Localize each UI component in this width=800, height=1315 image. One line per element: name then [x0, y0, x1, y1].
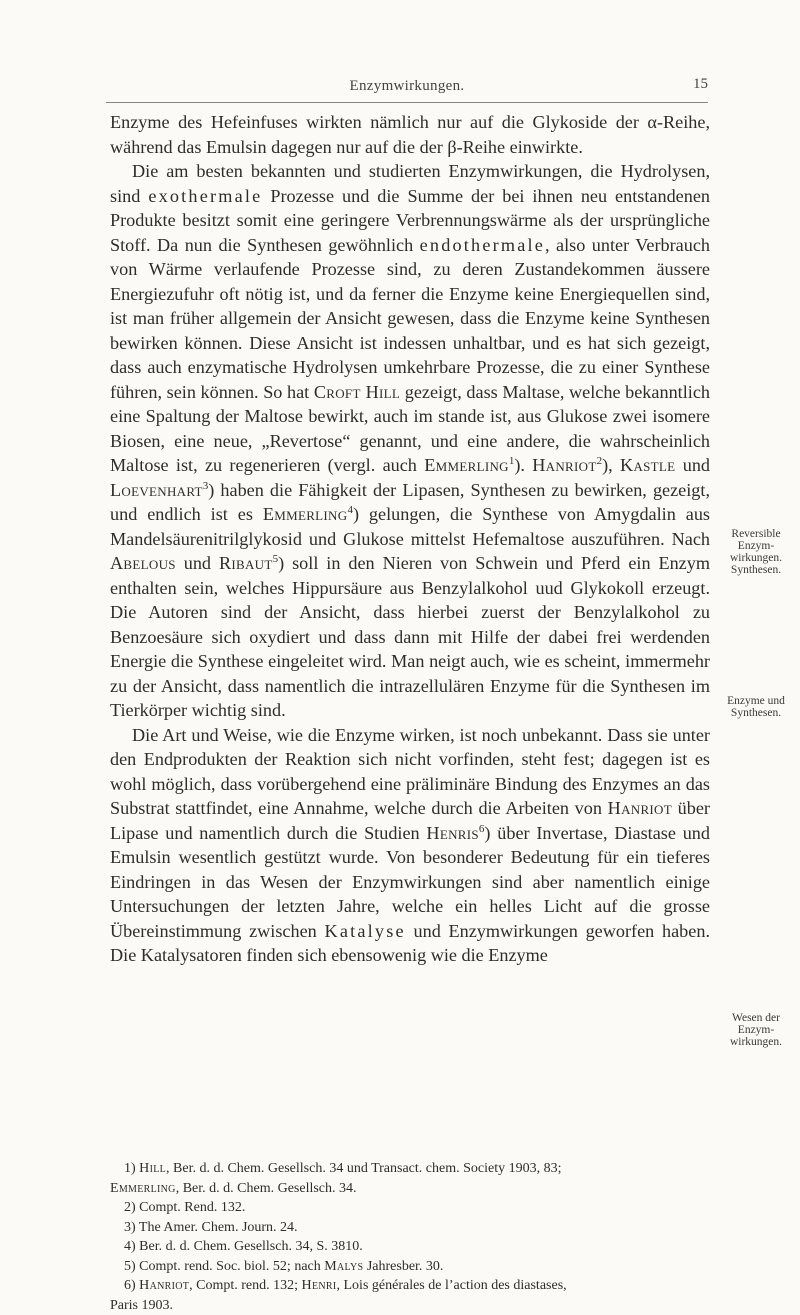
text-run: , also unter Verbrauch von Wärme verlaufende Prozesse sind, zu deren Zustandekommen äussere Energiezufuhr oft nötig ist, und da ferner die Enzyme keine Energiequellen sind, ist man früher allgemein der Ansicht gewesen, dass die Enzyme keine Synthesen bewirken können. Diese Ansicht ist indessen unhaltbar, und es hat sich gezeigt, dass auch enzymatische Hydrolysen umkehrbare Prozesse, die zu einer Synthese führen, sein können. So hat	[110, 235, 710, 402]
text-run: Paris 1903.	[110, 1298, 173, 1313]
margin-note-wesen: Wesen der Enzym-wirkungen.	[718, 1012, 794, 1048]
footnote-ref: 6	[479, 822, 485, 834]
author-name: Henri	[302, 1278, 337, 1293]
text-run: Enzyme des Hefeinfuses wirkten nämlich nur auf die Glykoside der α-Reihe, während das Emulsin dagegen nur auf die der β-Reihe einwirkte.	[110, 112, 710, 157]
author-name: Emmerling	[424, 455, 509, 475]
footnote	[110, 1296, 710, 1315]
footnote	[110, 1198, 710, 1218]
running-header	[106, 76, 708, 103]
footnote-ref: 1	[509, 455, 515, 467]
text-run: 3) The Amer. Chem. Journ. 24.	[124, 1220, 298, 1235]
text-run: ).	[514, 455, 532, 475]
text-run: ) haben die Fähigkeit der Lipasen, Synthesen zu bewirken, gezeigt, und endlich ist es	[110, 480, 710, 525]
text-run: 1)	[124, 1161, 139, 1176]
paragraph	[110, 159, 710, 723]
author-name: Abelous	[110, 553, 176, 573]
text-run: und	[176, 553, 219, 573]
footnote	[110, 1237, 710, 1257]
text-run: ) über Invertase, Diastase und Emulsin wesentlich gestützt wurde. Von besonderer Bedeutung für ein tieferes Eindringen in das Wesen der Enzymwirkungen sind aber namentlich einige Untersuchungen der letzten Jahre, welche ein helles Licht auf die grosse Übereinstimmung zwischen	[110, 823, 710, 941]
text-run: ),	[602, 455, 620, 475]
text-run: Die Art und Weise, wie die Enzyme wirken, ist noch unbekannt. Dass sie unter den Endprodukten der Reaktion sich nicht vorfinden, steht fest; dagegen ist es wohl möglich, dass vorübergehend eine präliminäre Bindung des Enzymes an das Substrat stattfindet, eine Annahme, welche durch die Arbeiten von	[110, 725, 710, 819]
author-name: Ribaut	[219, 553, 273, 573]
margin-note-synthesen: Enzyme und Synthesen.	[718, 695, 794, 719]
author-name: Hanriot	[532, 455, 596, 475]
text-run: , Ber. d. d. Chem. Gesellsch. 34 und Transact. chem. Society 1903, 83;	[166, 1161, 561, 1176]
text-run: 4) Ber. d. d. Chem. Gesellsch. 34, S. 3810.	[124, 1239, 363, 1254]
running-title: Enzymwirkungen.	[106, 78, 708, 95]
page-number: 15	[693, 76, 708, 93]
author-name: Croft Hill	[314, 382, 400, 402]
text-run: Jahresber. 30.	[363, 1259, 443, 1274]
footnotes	[110, 1159, 710, 1315]
footnote	[110, 1257, 710, 1277]
footnote-ref: 4	[347, 504, 353, 516]
text-run: 6)	[124, 1278, 139, 1293]
footnote	[110, 1218, 710, 1238]
footnote-ref: 2	[597, 455, 603, 467]
text-run: , Lois générales de l’action des diastases,	[337, 1278, 567, 1293]
spaced-term: endothermale	[420, 235, 545, 255]
footnote-ref: 5	[273, 553, 279, 565]
text-run: , Compt. rend. 132;	[189, 1278, 301, 1293]
footnote	[110, 1159, 710, 1179]
paragraph	[110, 110, 710, 159]
text-run: über Lipase und namentlich durch die Studien	[110, 798, 710, 843]
text-run: 5) Compt. rend. Soc. biol. 52; nach	[124, 1259, 324, 1274]
author-name: Loevenhart	[110, 480, 203, 500]
margin-note-reversible: Reversible Enzym-wirkungen. Synthesen.	[718, 528, 794, 576]
text-run: Prozesse und die Summe der bei ihnen neu entstandenen Produkte besitzt somit eine geringere Verbrennungswärme als der ursprüngliche Stoff. Da nun die Synthesen gewöhnlich	[110, 186, 710, 255]
body-text	[110, 110, 710, 968]
text-run: , Ber. d. d. Chem. Gesellsch. 34.	[176, 1181, 357, 1196]
text-run: ) gelungen, die Synthese von Amygdalin aus Mandelsäurenitrilglykosid und Glukose mittelst Hefemaltose auszuführen. Nach	[110, 504, 710, 549]
author-name: Emmerling	[263, 504, 348, 524]
author-name: Henris	[426, 823, 479, 843]
text-run: Die am besten bekannten und studierten Enzymwirkungen, die Hydrolysen, sind	[110, 161, 710, 206]
author-name: Malys	[324, 1259, 363, 1274]
author-name: Hill	[139, 1161, 166, 1176]
text-run: gezeigt, dass Maltase, welche bekanntlich eine Spaltung der Maltose bewirkt, auch im stande ist, aus Glukose zwei isomere Biosen, eine neue, „Revertose“ genannt, und eine andere, die wahrscheinlich Maltose ist, zu regenerieren (vergl. auch	[110, 382, 710, 476]
footnote	[110, 1179, 710, 1199]
paragraph	[110, 723, 710, 968]
footnote	[110, 1276, 710, 1296]
author-name: Kastle	[620, 455, 675, 475]
footnote-ref: 3	[203, 479, 209, 491]
author-name: Hanriot	[608, 798, 672, 818]
spaced-term: exothermale	[148, 186, 262, 206]
text-run: und Enzymwirkungen geworfen haben. Die Katalysatoren finden sich ebensowenig wie die Enzyme	[110, 921, 710, 966]
text-run: 2) Compt. Rend. 132.	[124, 1200, 245, 1215]
text-run: ) soll in den Nieren von Schwein und Pferd ein Enzym enthalten sein, welches Hippursäure aus Benzylalkohol uud Glykokoll erzeugt. Die Autoren sind der Ansicht, dass hierbei zuerst der Benzylalkohol zu Benzoesäure sich oxydiert und dass dann mit Hilfe der dabei frei werdenden Energie die Synthese eingeleitet wird. Man neigt auch, wie es scheint, immermehr zu der Ansicht, dass namentlich die intrazellulären Enzyme für die Synthesen im Tierkörper wichtig sind.	[110, 553, 710, 720]
author-name: Emmerling	[110, 1181, 176, 1196]
author-name: Hanriot	[139, 1278, 189, 1293]
text-run: und	[675, 455, 710, 475]
spaced-term: Katalyse	[325, 921, 406, 941]
